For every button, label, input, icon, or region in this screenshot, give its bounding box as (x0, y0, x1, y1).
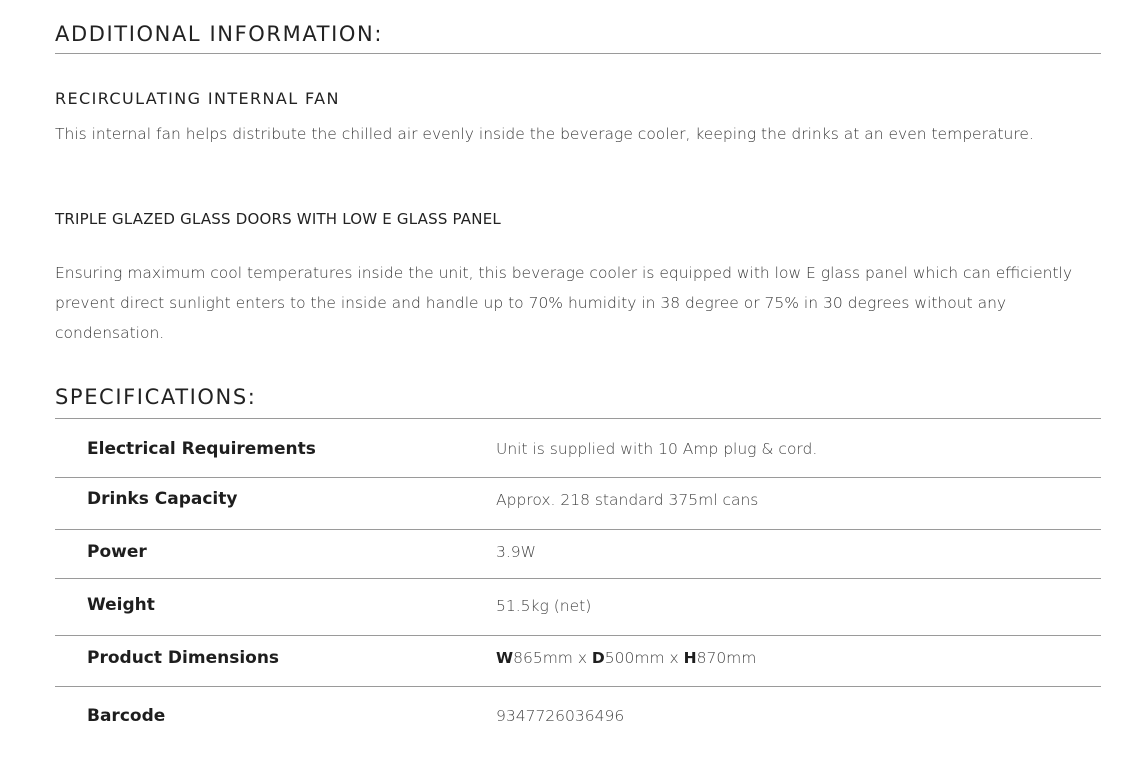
spec-label: Weight (87, 595, 155, 615)
fan-description: This internal fan helps distribute the chilled air evenly inside the beverage cooler, keeping the drinks at an even temperature. (55, 125, 1034, 143)
spec-label: Product Dimensions (87, 648, 280, 668)
spec-label: Drinks Capacity (87, 489, 238, 509)
spec-label: Power (87, 542, 147, 562)
specifications-heading: SPECIFICATIONS: (55, 385, 257, 409)
height-value: 870mm (696, 649, 757, 667)
depth-value: 500mm x (604, 649, 684, 667)
glass-doors-heading: TRIPLE GLAZED GLASS DOORS WITH LOW E GLASS PANEL (55, 210, 501, 228)
spec-value: 9347726036496 (496, 707, 625, 725)
spec-row-weight (55, 579, 1101, 636)
additional-info-heading: ADDITIONAL INFORMATION: (55, 22, 383, 46)
spec-row-power (55, 530, 1101, 579)
spec-value: Unit is supplied with 10 Amp plug & cord. (496, 440, 818, 458)
glass-doors-description: Ensuring maximum cool temperatures inside the unit, this beverage cooler is equipped with low E glass panel which can efficiently prevent direct sunlight enters to the inside and handle up to 70% humidity in 38 degree or 75% in 30 degrees without any condensation. (55, 264, 1072, 342)
spec-value: 51.5kg (net) (496, 597, 592, 615)
specifications-table (55, 419, 1101, 747)
spec-row-barcode (55, 687, 1101, 747)
spec-value: Approx. 218 standard 375ml cans (496, 491, 759, 509)
spec-row-dimensions (55, 636, 1101, 687)
spec-label: Electrical Requirements (87, 439, 316, 459)
spec-row-capacity (55, 478, 1101, 530)
section-divider (55, 53, 1101, 54)
width-prefix: W (496, 649, 514, 667)
spec-label: Barcode (87, 706, 166, 726)
width-value: 865mm x (513, 649, 592, 667)
height-prefix: H (683, 649, 697, 667)
spec-value: 3.9W (496, 543, 536, 561)
fan-heading: RECIRCULATING INTERNAL FAN (55, 89, 340, 108)
spec-value-dimensions (496, 651, 756, 667)
spec-row-electrical (55, 419, 1101, 478)
depth-prefix: D (591, 649, 605, 667)
